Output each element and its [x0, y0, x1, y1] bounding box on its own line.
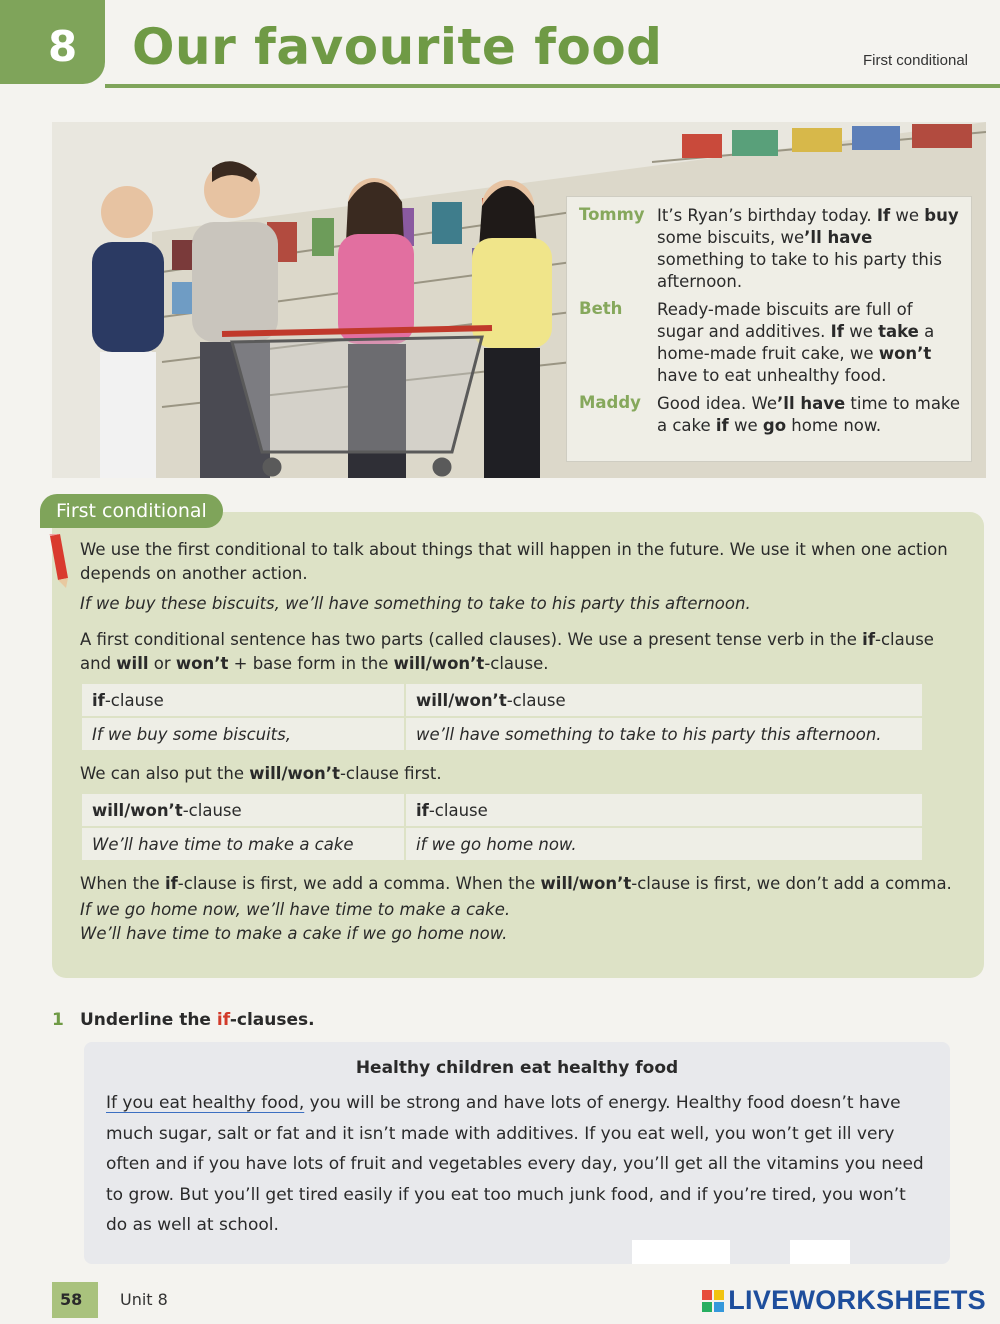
- grammar-also: We can also put the will/won’t-clause first.: [80, 764, 442, 783]
- grammar-example-a: If we go home now, we’ll have time to make a cake.: [80, 900, 511, 919]
- table-header-row: [82, 684, 922, 716]
- clause-table-1: [80, 682, 924, 752]
- grammar-comma-rule: When the if-clause is first, we add a comma. When the will/won’t-clause is first, we don’t add a comma.: [80, 874, 952, 893]
- speech-text: Ready-made biscuits are full of sugar and additives. If we take a home-made fruit cake, we won’t have to eat unhealthy food.: [657, 300, 935, 385]
- table-cell: if we go home now.: [406, 828, 922, 860]
- reading-text: If you eat healthy food, you will be strong and have lots of energy. Healthy food doesn’t have much sugar, salt or fat and it isn’t made with additives. If you eat well, you won’t get ill very often and if you have lots of fruit and vegetables every day, you’ll get all the vitamins you need to grow. But you’ll get tired easily if you eat too much junk food, and if you’re tired, you won’t do as well at school.: [106, 1093, 924, 1235]
- header-divider: [105, 84, 1000, 88]
- underlined-clause[interactable]: If you eat healthy food,: [106, 1093, 305, 1113]
- grammar-intro-example: If we buy these biscuits, we’ll have something to take to his party this afternoon.: [80, 594, 751, 613]
- exercise-number: 1: [52, 1010, 64, 1030]
- brand-name: LIVEWORKSHEETS: [728, 1285, 986, 1315]
- speech-text: It’s Ryan’s birthday today. If we buy some biscuits, we’ll have something to take to his party this afternoon.: [657, 206, 959, 291]
- page-title: Our favourite food: [132, 18, 663, 76]
- dialogue-box: [566, 196, 972, 462]
- liveworksheets-icon: [702, 1290, 724, 1312]
- table-header-cell: will/won’t-clause: [82, 794, 404, 826]
- answer-blank[interactable]: [790, 1240, 850, 1264]
- unit-number: 8: [48, 22, 78, 71]
- grammar-structure: A first conditional sentence has two parts (called clauses). We use a present tense verb in the if-clause and will or won’t + base form in the will/won’t-clause.: [80, 630, 934, 673]
- grammar-intro: We use the first conditional to talk about things that will happen in the future. We use it when one action depends on another action.: [80, 540, 948, 583]
- grammar-example-b: We’ll have time to make a cake if we go home now.: [80, 924, 508, 943]
- dialogue-line: [579, 205, 961, 293]
- speaker-name: Maddy: [579, 393, 641, 412]
- table-header-row: [82, 794, 922, 826]
- grammar-panel: [52, 512, 984, 978]
- dialogue-line: [579, 299, 961, 387]
- table-row: [82, 828, 922, 860]
- page-number: 58: [60, 1290, 83, 1309]
- table-header-cell: if-clause: [82, 684, 404, 716]
- speaker-name: Beth: [579, 299, 623, 318]
- table-cell: If we buy some biscuits,: [82, 718, 404, 750]
- brand-logo[interactable]: [702, 1285, 986, 1316]
- table-header-cell: if-clause: [406, 794, 922, 826]
- dialogue-line: [579, 393, 961, 437]
- clause-table-2: [80, 792, 924, 862]
- footer-unit-label: Unit 8: [120, 1290, 168, 1309]
- answer-blank[interactable]: [632, 1240, 730, 1264]
- grammar-tab: First conditional: [40, 494, 223, 528]
- table-header-cell: will/won’t-clause: [406, 684, 922, 716]
- exercise-instruction: Underline the if-clauses.: [80, 1010, 315, 1030]
- pencil-icon: [44, 534, 74, 588]
- table-row: [82, 718, 922, 750]
- reading-title: Healthy children eat healthy food: [355, 1058, 679, 1078]
- reading-box: [84, 1042, 950, 1264]
- table-cell: We’ll have time to make a cake: [82, 828, 404, 860]
- table-cell: we’ll have something to take to his party this afternoon.: [406, 718, 922, 750]
- speaker-name: Tommy: [579, 205, 645, 224]
- topic-label: First conditional: [862, 52, 968, 69]
- speech-text: Good idea. We’ll have time to make a cake if we go home now.: [657, 394, 961, 435]
